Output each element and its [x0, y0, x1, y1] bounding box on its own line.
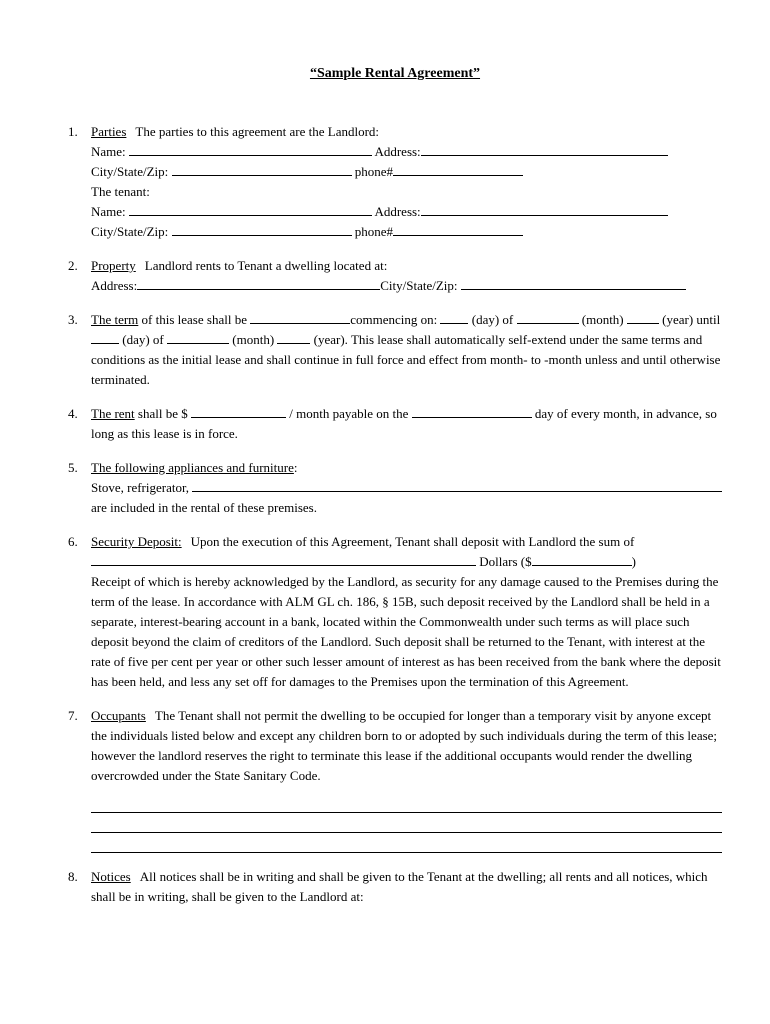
document-title-text: “Sample Rental Agreement” — [309, 66, 481, 81]
section-property-number: 2. — [68, 258, 78, 273]
term-day-of-2: (day) of — [122, 332, 164, 347]
property-address-label: Address: — [91, 278, 138, 293]
occupants-body: The Tenant shall not permit the dwelling to be occupied for longer than a temporary visit by anyone except the individuals listed below and except any children born to or adopted by such individuals during the term of this lease; however the landlord reserves the right to terminate this lease if the additional occupants would render the dwelling overcrowded under the State Sanitary Code. — [91, 708, 718, 783]
property-address-blank[interactable] — [137, 278, 380, 290]
end-month-blank[interactable] — [167, 332, 229, 344]
property-csz-blank[interactable] — [461, 278, 686, 290]
document-title — [68, 64, 722, 84]
section-security-number: 6. — [68, 534, 78, 549]
section-term-label: The term — [91, 312, 139, 327]
appliances-included: are included in the rental of these premises. — [91, 500, 317, 515]
landlord-csz-blank[interactable] — [172, 164, 352, 176]
start-month-blank[interactable] — [517, 312, 579, 324]
rent-seg2: / month payable on the — [289, 406, 409, 421]
start-year-blank[interactable] — [627, 312, 659, 324]
occupants-list — [91, 793, 722, 853]
rent-seg1: shall be $ — [137, 406, 188, 421]
section-parties — [68, 122, 722, 242]
end-year-blank[interactable] — [277, 332, 310, 344]
tenant-address-blank[interactable] — [421, 204, 668, 216]
landlord-name-label: Name: — [91, 144, 126, 159]
landlord-phone-blank[interactable] — [393, 164, 523, 176]
notices-body: All notices shall be in writing and shall be given to the Tenant at the dwelling; all rents and all notices, which shall be in writing, shall be given to the Landlord at: — [91, 869, 708, 904]
section-appliances — [68, 458, 722, 518]
appliances-listed: Stove, refrigerator, — [91, 480, 190, 495]
security-intro: Upon the execution of this Agreement, Tenant shall deposit with Landlord the sum of — [190, 534, 635, 549]
landlord-csz-label: City/State/Zip: — [91, 164, 169, 179]
term-commencing: commencing on: — [350, 312, 438, 327]
tenant-phone-label: phone# — [354, 224, 394, 239]
occupant-line-3[interactable] — [91, 833, 722, 853]
rent-amount-blank[interactable] — [191, 406, 286, 418]
security-body: Receipt of which is hereby acknowledged by the Landlord, as security for any damage caused to the Premises during the term of the lease. In accordance with ALM GL ch. 186, § 15B, such deposit received by the Landlord shall be held in a separate, interest-bearing account in a bank, located within the Commonwealth under such terms as will place such deposit beyond the claim of creditors of the Landlord. Such deposit shall be returned to the Tenant, with interest at the rate of five per cent per year or other such lesser amount of interest as has been received from the bank where the deposit has been held, and less any set off for damages to the Premises upon the termination of this Agreement. — [91, 574, 721, 689]
occupant-line-2[interactable] — [91, 813, 722, 833]
landlord-name-blank[interactable] — [129, 144, 372, 156]
end-day-blank[interactable] — [91, 332, 119, 344]
tenant-csz-label: City/State/Zip: — [91, 224, 169, 239]
security-close-paren: ) — [631, 554, 636, 569]
landlord-address-label: Address: — [374, 144, 421, 159]
rent-due-day-blank[interactable] — [412, 406, 532, 418]
section-notices — [68, 867, 722, 907]
rent-seg3: day of every month, in advance, so long as this lease is in force. — [91, 406, 717, 441]
section-occupants — [68, 706, 722, 853]
tenant-csz-blank[interactable] — [172, 224, 352, 236]
section-property — [68, 256, 722, 296]
section-property-intro: Landlord rents to Tenant a dwelling located at: — [144, 258, 388, 273]
section-parties-label: Parties — [91, 124, 127, 139]
term-year-until: (year) until — [662, 312, 721, 327]
section-occupants-label: Occupants — [91, 708, 146, 723]
section-property-label: Property — [91, 258, 136, 273]
section-rent-label: The rent — [91, 406, 135, 421]
term-after-label: of this lease shall be — [141, 312, 247, 327]
section-appliances-label: The following appliances and furniture — [91, 460, 294, 475]
appliances-colon: : — [293, 460, 298, 475]
section-term-number: 3. — [68, 312, 78, 327]
deposit-sum-numeric-blank[interactable] — [532, 554, 632, 566]
section-notices-number: 8. — [68, 869, 78, 884]
tenant-phone-blank[interactable] — [393, 224, 523, 236]
occupant-line-1[interactable] — [91, 793, 722, 813]
tenant-heading: The tenant: — [91, 184, 150, 199]
section-rent — [68, 404, 722, 444]
term-length-blank[interactable] — [250, 312, 350, 324]
section-security-deposit — [68, 532, 722, 692]
deposit-sum-words-blank[interactable] — [91, 554, 476, 566]
term-month-1: (month) — [581, 312, 624, 327]
section-parties-number: 1. — [68, 124, 78, 139]
tenant-name-blank[interactable] — [129, 204, 372, 216]
landlord-address-blank[interactable] — [421, 144, 668, 156]
section-occupants-number: 7. — [68, 708, 78, 723]
section-notices-label: Notices — [91, 869, 131, 884]
property-csz-label: City/State/Zip: — [380, 278, 458, 293]
term-day-of-1: (day) of — [471, 312, 514, 327]
tenant-name-label: Name: — [91, 204, 126, 219]
term-tail: (year). This lease shall automatically self-extend under the same terms and conditions as the initial lease and shall continue in full force and effect from month- to -month unless and until otherwise terminated. — [91, 332, 721, 387]
appliances-extra-blank[interactable] — [192, 480, 722, 492]
section-term — [68, 310, 722, 390]
tenant-address-label: Address: — [374, 204, 421, 219]
section-appliances-number: 5. — [68, 460, 78, 475]
section-rent-number: 4. — [68, 406, 78, 421]
term-month-2: (month) — [232, 332, 275, 347]
start-day-blank[interactable] — [440, 312, 468, 324]
section-parties-intro: The parties to this agreement are the Landlord: — [135, 124, 380, 139]
security-dollars-label: Dollars ($ — [479, 554, 532, 569]
section-security-label: Security Deposit: — [91, 534, 182, 549]
landlord-phone-label: phone# — [354, 164, 394, 179]
